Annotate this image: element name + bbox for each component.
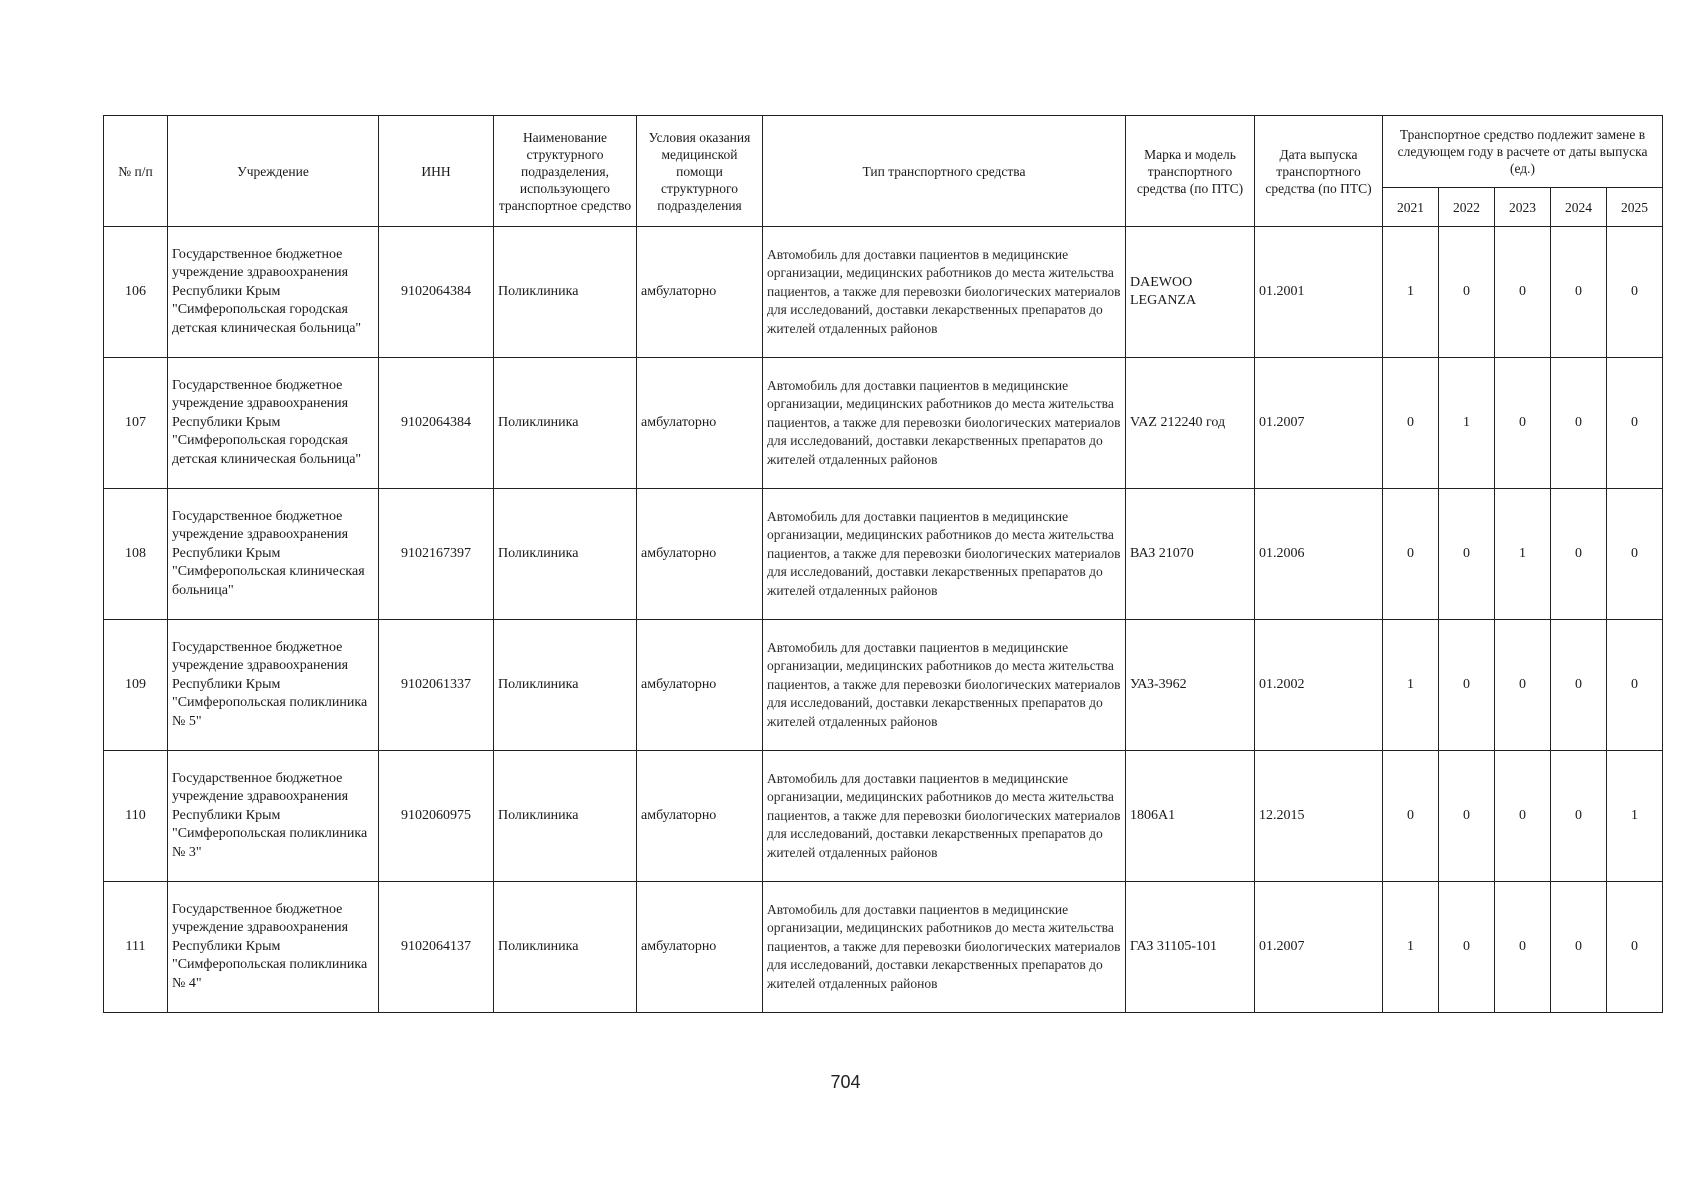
- institution-cell: Государственное бюджетное учреждение здравоохранения Республики Крым "Симферопольская поликлиника № 4": [168, 882, 379, 1013]
- inn-cell: 9102061337: [379, 620, 494, 751]
- institution-cell: Государственное бюджетное учреждение здравоохранения Республики Крым "Симферопольская поликлиника № 5": [168, 620, 379, 751]
- replacement-flag-cell: 0: [1439, 620, 1495, 751]
- replacement-flag-cell: 1: [1439, 358, 1495, 489]
- table-header: [104, 116, 1663, 227]
- inn-cell: 9102064384: [379, 227, 494, 358]
- replacement-flag-cell: 0: [1551, 227, 1607, 358]
- replacement-flag-cell: 0: [1607, 358, 1663, 489]
- replacement-flag-cell: 0: [1607, 882, 1663, 1013]
- vehicle-type-cell: Автомобиль для доставки пациентов в медицинские организации, медицинских работников до места жительства пациентов, а также для перевозки биологических материалов для исследований, доставки лекарственных препаратов до жителей отдаленных районов: [763, 358, 1126, 489]
- row-number: 107: [104, 358, 168, 489]
- institution-cell: Государственное бюджетное учреждение здравоохранения Республики Крым "Симферопольская поликлиника № 3": [168, 751, 379, 882]
- division-cell: Поликлиника: [494, 489, 637, 620]
- model-cell: VAZ 212240 год: [1126, 358, 1255, 489]
- vehicle-type-cell: Автомобиль для доставки пациентов в медицинские организации, медицинских работников до места жительства пациентов, а также для перевозки биологических материалов для исследований, доставки лекарственных препаратов до жителей отдаленных районов: [763, 882, 1126, 1013]
- release-date-cell: 01.2002: [1255, 620, 1383, 751]
- vehicle-type-cell: Автомобиль для доставки пациентов в медицинские организации, медицинских работников до места жительства пациентов, а также для перевозки биологических материалов для исследований, доставки лекарственных препаратов до жителей отдаленных районов: [763, 620, 1126, 751]
- division-cell: Поликлиника: [494, 882, 637, 1013]
- conditions-cell: амбулаторно: [637, 751, 763, 882]
- vehicle-type-cell: Автомобиль для доставки пациентов в медицинские организации, медицинских работников до места жительства пациентов, а также для перевозки биологических материалов для исследований, доставки лекарственных препаратов до жителей отдаленных районов: [763, 751, 1126, 882]
- table-row: [104, 489, 1663, 620]
- header-year: 2024: [1551, 188, 1607, 227]
- conditions-cell: амбулаторно: [637, 882, 763, 1013]
- replacement-flag-cell: 0: [1495, 882, 1551, 1013]
- header-year: 2025: [1607, 188, 1663, 227]
- replacement-flag-cell: 0: [1495, 358, 1551, 489]
- replacement-flag-cell: 0: [1607, 620, 1663, 751]
- row-number: 110: [104, 751, 168, 882]
- replacement-flag-cell: 1: [1383, 882, 1439, 1013]
- header-release-date: Дата выпуска транспортного средства (по ПТС): [1255, 116, 1383, 227]
- header-conditions: Условия оказания медицинской помощи структурного подразделения: [637, 116, 763, 227]
- conditions-cell: амбулаторно: [637, 358, 763, 489]
- replacement-flag-cell: 0: [1495, 751, 1551, 882]
- inn-cell: 9102064384: [379, 358, 494, 489]
- vehicle-type-cell: Автомобиль для доставки пациентов в медицинские организации, медицинских работников до места жительства пациентов, а также для перевозки биологических материалов для исследований, доставки лекарственных препаратов до жителей отдаленных районов: [763, 227, 1126, 358]
- model-cell: УАЗ-3962: [1126, 620, 1255, 751]
- replacement-flag-cell: 0: [1551, 751, 1607, 882]
- table-body: [104, 227, 1663, 1013]
- replacement-flag-cell: 0: [1439, 489, 1495, 620]
- replacement-flag-cell: 0: [1551, 358, 1607, 489]
- row-number: 108: [104, 489, 168, 620]
- vehicle-type-cell: Автомобиль для доставки пациентов в медицинские организации, медицинских работников до места жительства пациентов, а также для перевозки биологических материалов для исследований, доставки лекарственных препаратов до жителей отдаленных районов: [763, 489, 1126, 620]
- conditions-cell: амбулаторно: [637, 620, 763, 751]
- replacement-flag-cell: 0: [1607, 227, 1663, 358]
- institution-cell: Государственное бюджетное учреждение здравоохранения Республики Крым "Симферопольская клиническая больница": [168, 489, 379, 620]
- inn-cell: 9102064137: [379, 882, 494, 1013]
- table-row: [104, 358, 1663, 489]
- release-date-cell: 01.2007: [1255, 882, 1383, 1013]
- replacement-flag-cell: 0: [1495, 620, 1551, 751]
- inn-cell: 9102060975: [379, 751, 494, 882]
- header-model: Марка и модель транспортного средства (по ПТС): [1126, 116, 1255, 227]
- header-year: 2023: [1495, 188, 1551, 227]
- replacement-flag-cell: 0: [1551, 620, 1607, 751]
- model-cell: DAEWOO LEGANZA: [1126, 227, 1255, 358]
- replacement-flag-cell: 0: [1551, 882, 1607, 1013]
- replacement-flag-cell: 1: [1383, 227, 1439, 358]
- replacement-flag-cell: 0: [1383, 358, 1439, 489]
- replacement-flag-cell: 0: [1607, 489, 1663, 620]
- division-cell: Поликлиника: [494, 358, 637, 489]
- replacement-flag-cell: 1: [1383, 620, 1439, 751]
- replacement-flag-cell: 0: [1439, 227, 1495, 358]
- header-division: Наименование структурного подразделения, использующего транспортное средство: [494, 116, 637, 227]
- page-number: 704: [830, 1072, 861, 1092]
- replacement-flag-cell: 0: [1439, 751, 1495, 882]
- institution-cell: Государственное бюджетное учреждение здравоохранения Республики Крым "Симферопольская городская детская клиническая больница": [168, 227, 379, 358]
- table-row: [104, 620, 1663, 751]
- division-cell: Поликлиника: [494, 751, 637, 882]
- model-cell: ВАЗ 21070: [1126, 489, 1255, 620]
- release-date-cell: 01.2006: [1255, 489, 1383, 620]
- row-number: 109: [104, 620, 168, 751]
- vehicle-registry-table: [103, 115, 1663, 1013]
- inn-cell: 9102167397: [379, 489, 494, 620]
- header-inn: ИНН: [379, 116, 494, 227]
- replacement-flag-cell: 1: [1607, 751, 1663, 882]
- header-num: № п/п: [104, 116, 168, 227]
- header-vehicle-type: Тип транспортного средства: [763, 116, 1126, 227]
- replacement-flag-cell: 0: [1495, 227, 1551, 358]
- row-number: 111: [104, 882, 168, 1013]
- replacement-flag-cell: 1: [1495, 489, 1551, 620]
- model-cell: 1806А1: [1126, 751, 1255, 882]
- table-row: [104, 882, 1663, 1013]
- release-date-cell: 01.2001: [1255, 227, 1383, 358]
- institution-cell: Государственное бюджетное учреждение здравоохранения Республики Крым "Симферопольская городская детская клиническая больница": [168, 358, 379, 489]
- header-replacement-group: Транспортное средство подлежит замене в следующем году в расчете от даты выпуска (ед.): [1383, 116, 1663, 188]
- header-year: 2022: [1439, 188, 1495, 227]
- header-year: 2021: [1383, 188, 1439, 227]
- conditions-cell: амбулаторно: [637, 227, 763, 358]
- replacement-flag-cell: 0: [1439, 882, 1495, 1013]
- division-cell: Поликлиника: [494, 227, 637, 358]
- replacement-flag-cell: 0: [1383, 489, 1439, 620]
- release-date-cell: 01.2007: [1255, 358, 1383, 489]
- release-date-cell: 12.2015: [1255, 751, 1383, 882]
- table-row: [104, 751, 1663, 882]
- division-cell: Поликлиника: [494, 620, 637, 751]
- replacement-flag-cell: 0: [1383, 751, 1439, 882]
- table-row: [104, 227, 1663, 358]
- row-number: 106: [104, 227, 168, 358]
- header-institution: Учреждение: [168, 116, 379, 227]
- conditions-cell: амбулаторно: [637, 489, 763, 620]
- replacement-flag-cell: 0: [1551, 489, 1607, 620]
- model-cell: ГАЗ 31105-101: [1126, 882, 1255, 1013]
